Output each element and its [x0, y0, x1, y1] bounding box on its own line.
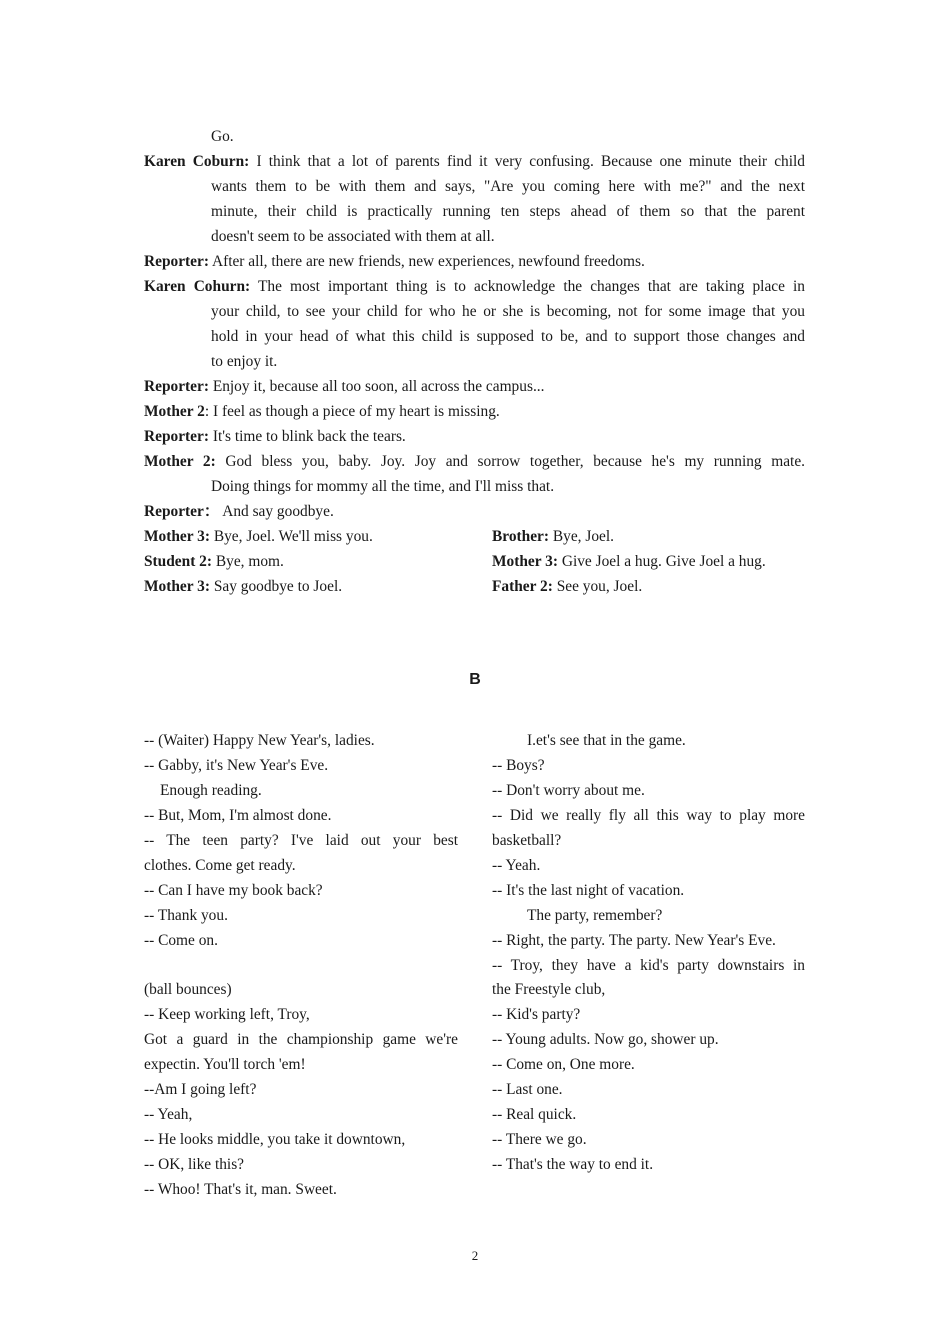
speaker-label: Reporter:: [144, 253, 209, 270]
b-left-line: clothes. Come get ready.: [144, 857, 296, 874]
b-right-line: I.et's see that in the game.: [527, 732, 686, 749]
b-left-line: --Am I going left?: [144, 1081, 257, 1098]
dialogue-text: Say goodbye to Joel.: [213, 578, 343, 595]
dialogue-text: : I feel as though a piece of my heart is missing.: [204, 403, 500, 420]
b-right-line: basketball?: [492, 832, 562, 849]
b-right-line: -- Troy, they have a kid's party downstairs in: [492, 957, 805, 974]
speaker-label: Mother 3:: [144, 578, 210, 595]
goodbye-right-2: [492, 549, 766, 574]
b-right-line: -- Right, the party. The party. New Year's Eve.: [492, 932, 776, 949]
speaker-label: Mother 3:: [492, 553, 558, 570]
karen-cohurn-line-2: your child, to see your child for who he or she is becoming, not for some image that you: [211, 303, 805, 320]
speaker-label: Brother:: [492, 528, 549, 545]
reporter-line-2: [144, 374, 545, 399]
b-right-line: -- Boys?: [492, 757, 545, 774]
karen-coburn-line-2: wants them to be with them and says, "Are you coming here with me?" and the next: [211, 178, 805, 195]
b-left-line: -- Gabby, it's New Year's Eve.: [144, 757, 329, 774]
b-right-line: -- Did we really fly all this way to play more: [492, 807, 805, 824]
dialogue-text: The most important thing is to acknowledge the changes that are taking place in: [257, 278, 805, 295]
b-right-line: -- Last one.: [492, 1081, 563, 1098]
dialogue-text: See you, Joel.: [556, 578, 643, 595]
b-right-line: -- Come on, One more.: [492, 1056, 635, 1073]
speaker-label: Karen Coburn:: [144, 153, 250, 170]
dialogue-text: Bye, Joel.: [552, 528, 614, 545]
speaker-label: Reporter:: [144, 378, 209, 395]
karen-coburn-line-1: [144, 149, 805, 174]
dialogue-text: After all, there are new friends, new experiences, newfound freedoms.: [211, 253, 645, 270]
b-left-line: Got a guard in the championship game we're: [144, 1031, 458, 1048]
karen-coburn-line-4: doesn't seem to be associated with them at all.: [211, 228, 495, 245]
speaker-label: Mother 2:: [144, 453, 216, 470]
dialogue-text: Enjoy it, because all too soon, all across the campus...: [212, 378, 545, 395]
reporter-line-4: [144, 499, 334, 524]
speaker-label: Student 2:: [144, 553, 212, 570]
b-left-line: -- Whoo! That's it, man. Sweet.: [144, 1181, 337, 1198]
karen-coburn-line-3: minute, their child is practically running ten steps ahead of them so that the parent: [211, 203, 805, 220]
b-right-line: the Freestyle club,: [492, 981, 606, 998]
dialogue-text: Bye, mom.: [215, 553, 284, 570]
b-left-line: -- He looks middle, you take it downtown,: [144, 1131, 406, 1148]
speaker-label: Reporter：: [144, 503, 220, 520]
mother2-line-3: Doing things for mommy all the time, and I'll miss that.: [211, 478, 555, 495]
dialogue-text: God bless you, baby. Joy. Joy and sorrow together, because he's my running mate.: [225, 453, 805, 470]
b-left-line: expectin. You'll torch 'em!: [144, 1056, 306, 1073]
b-left-line: Enough reading.: [160, 782, 262, 799]
b-right-line: -- That's the way to end it.: [492, 1156, 654, 1173]
karen-cohurn-line-4: to enjoy it.: [211, 353, 278, 370]
transcript-line: Go.: [211, 128, 234, 145]
dialogue-text: Bye, Joel. We'll miss you.: [213, 528, 373, 545]
dialogue-text: And say goodbye.: [222, 503, 334, 520]
b-right-line: -- Real quick.: [492, 1106, 577, 1123]
goodbye-left-2: [144, 549, 284, 574]
b-left-line: -- The teen party? I've laid out your best: [144, 832, 458, 849]
b-left-line: -- Yeah,: [144, 1106, 193, 1123]
b-left-line: -- Thank you.: [144, 907, 228, 924]
goodbye-left-1: [144, 524, 373, 549]
b-right-line: -- Kid's party?: [492, 1006, 581, 1023]
goodbye-left-3: [144, 574, 342, 599]
b-left-line: -- (Waiter) Happy New Year's, ladies.: [144, 732, 375, 749]
speaker-label: Reporter:: [144, 428, 209, 445]
dialogue-text: Give Joel a hug. Give Joel a hug.: [561, 553, 766, 570]
goodbye-right-3: [492, 574, 642, 599]
b-right-line: -- There we go.: [492, 1131, 587, 1148]
reporter-line-3: [144, 424, 406, 449]
b-left-line: (ball bounces): [144, 981, 232, 998]
mother2-line-2: [144, 449, 805, 474]
speaker-label: Mother 2: [144, 403, 205, 420]
b-left-line: -- Keep working left, Troy,: [144, 1006, 310, 1023]
b-right-line: -- It's the last night of vacation.: [492, 882, 685, 899]
b-left-line: -- Come on.: [144, 932, 218, 949]
b-left-line: -- OK, like this?: [144, 1156, 245, 1173]
speaker-label: Karen Cohurn:: [144, 278, 251, 295]
b-right-line: The party, remember?: [527, 907, 663, 924]
b-right-line: -- Young adults. Now go, shower up.: [492, 1031, 719, 1048]
b-right-line: -- Yeah.: [492, 857, 541, 874]
karen-cohurn-line-1: [144, 274, 805, 299]
b-right-line: -- Don't worry about me.: [492, 782, 645, 799]
dialogue-text: It's time to blink back the tears.: [212, 428, 406, 445]
page-number: 2: [471, 1248, 479, 1263]
goodbye-right-1: [492, 524, 614, 549]
dialogue-text: I think that a lot of parents find it very confusing. Because one minute their child: [256, 153, 805, 170]
speaker-label: Mother 3:: [144, 528, 210, 545]
speaker-label: Father 2:: [492, 578, 553, 595]
reporter-line-1: [144, 249, 645, 274]
mother2-line-1: [144, 399, 500, 424]
section-heading-b: B: [469, 671, 481, 688]
b-left-line: -- But, Mom, I'm almost done.: [144, 807, 332, 824]
b-left-line: -- Can I have my book back?: [144, 882, 323, 899]
karen-cohurn-line-3: hold in your head of what this child is supposed to be, and to support those changes and: [211, 328, 805, 345]
